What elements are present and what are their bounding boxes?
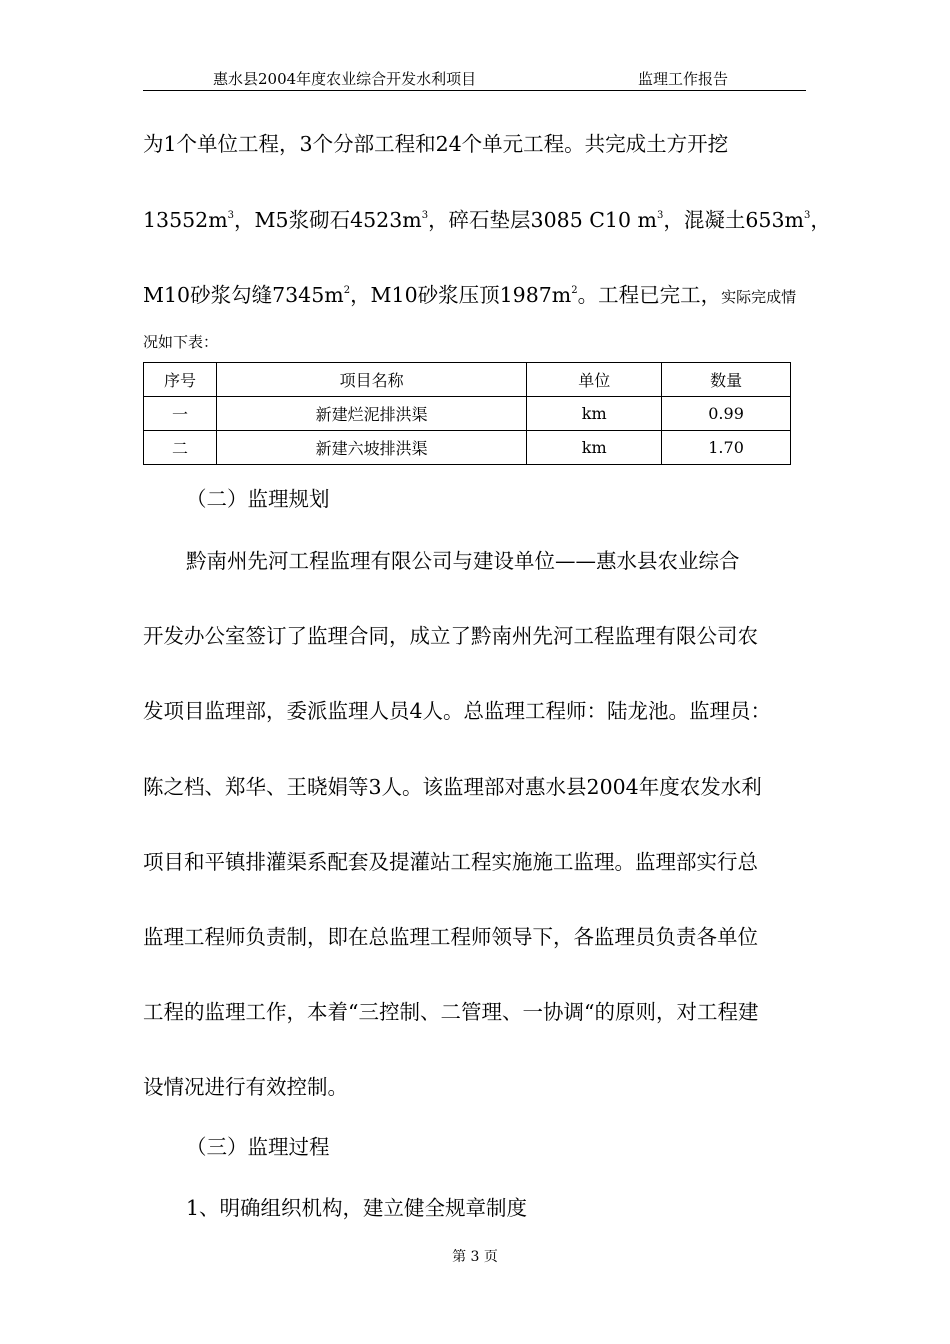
table-cell: km — [527, 431, 662, 465]
paragraph-line: 为1个单位工程，3个分部工程和24个单元工程。共完成土方开挖 — [143, 132, 729, 156]
paragraph-line: 况如下表： — [143, 333, 219, 351]
page-number: 第 3 页 — [452, 1249, 498, 1265]
page-header — [143, 66, 806, 91]
paragraph-line: M10砂浆勾缝$7345m^2$，M10砂浆压顶$1987m^2$。工程已完工，实际完成情 — [143, 283, 797, 307]
table-header-row — [144, 363, 791, 397]
table-row — [144, 397, 791, 431]
paragraph-line: 工程的监理工作，本着“三控制、二管理、一协调“的原则，对工程建 — [143, 1000, 759, 1024]
table-header-cell: 序号 — [144, 363, 217, 397]
paragraph-line: 设情况进行有效控制。 — [143, 1075, 348, 1099]
table-cell: 1.70 — [662, 431, 791, 465]
list-item: 1、明确组织机构，建立健全规章制度 — [186, 1196, 528, 1220]
paragraph-line: 项目和平镇排灌渠系配套及提灌站工程实施施工监理。监理部实行总 — [143, 850, 758, 874]
paragraph-line: 开发办公室签订了监理合同，成立了黔南州先河工程监理有限公司农 — [143, 624, 758, 648]
table-cell: 二 — [144, 431, 217, 465]
table-cell: 新建烂泥排洪渠 — [216, 397, 526, 431]
completion-table — [143, 362, 791, 465]
header-project-title: 惠水县2004年度农业综合开发水利项目 — [213, 70, 477, 88]
table-header-cell: 单位 — [527, 363, 662, 397]
table-header-cell: 项目名称 — [216, 363, 526, 397]
paragraph-line: 陈之档、郑华、王晓娟等3人。该监理部对惠水县2004年度农发水利 — [143, 775, 762, 799]
section-heading: （二）监理规划 — [186, 487, 330, 511]
table-cell: 新建六坡排洪渠 — [216, 431, 526, 465]
table-cell: 一 — [144, 397, 217, 431]
table-header-cell: 数量 — [662, 363, 791, 397]
table-row — [144, 431, 791, 465]
section-heading: （三）监理过程 — [186, 1135, 330, 1159]
paragraph-line: 发项目监理部，委派监理人员4人。总监理工程师：陆龙池。监理员： — [143, 699, 772, 723]
paragraph-line: 监理工程师负责制，即在总监理工程师领导下，各监理员负责各单位 — [143, 925, 758, 949]
header-report-title: 监理工作报告 — [638, 70, 729, 88]
paragraph-line: 黔南州先河工程监理有限公司与建设单位——惠水县农业综合 — [186, 549, 740, 573]
table-cell: km — [527, 397, 662, 431]
paragraph-line: $13552m^3$，M5浆砌石$4523m^3$，碎石垫层3085 C10 $m^3$，混凝土$653m^3$， — [143, 208, 831, 232]
table-cell: 0.99 — [662, 397, 791, 431]
